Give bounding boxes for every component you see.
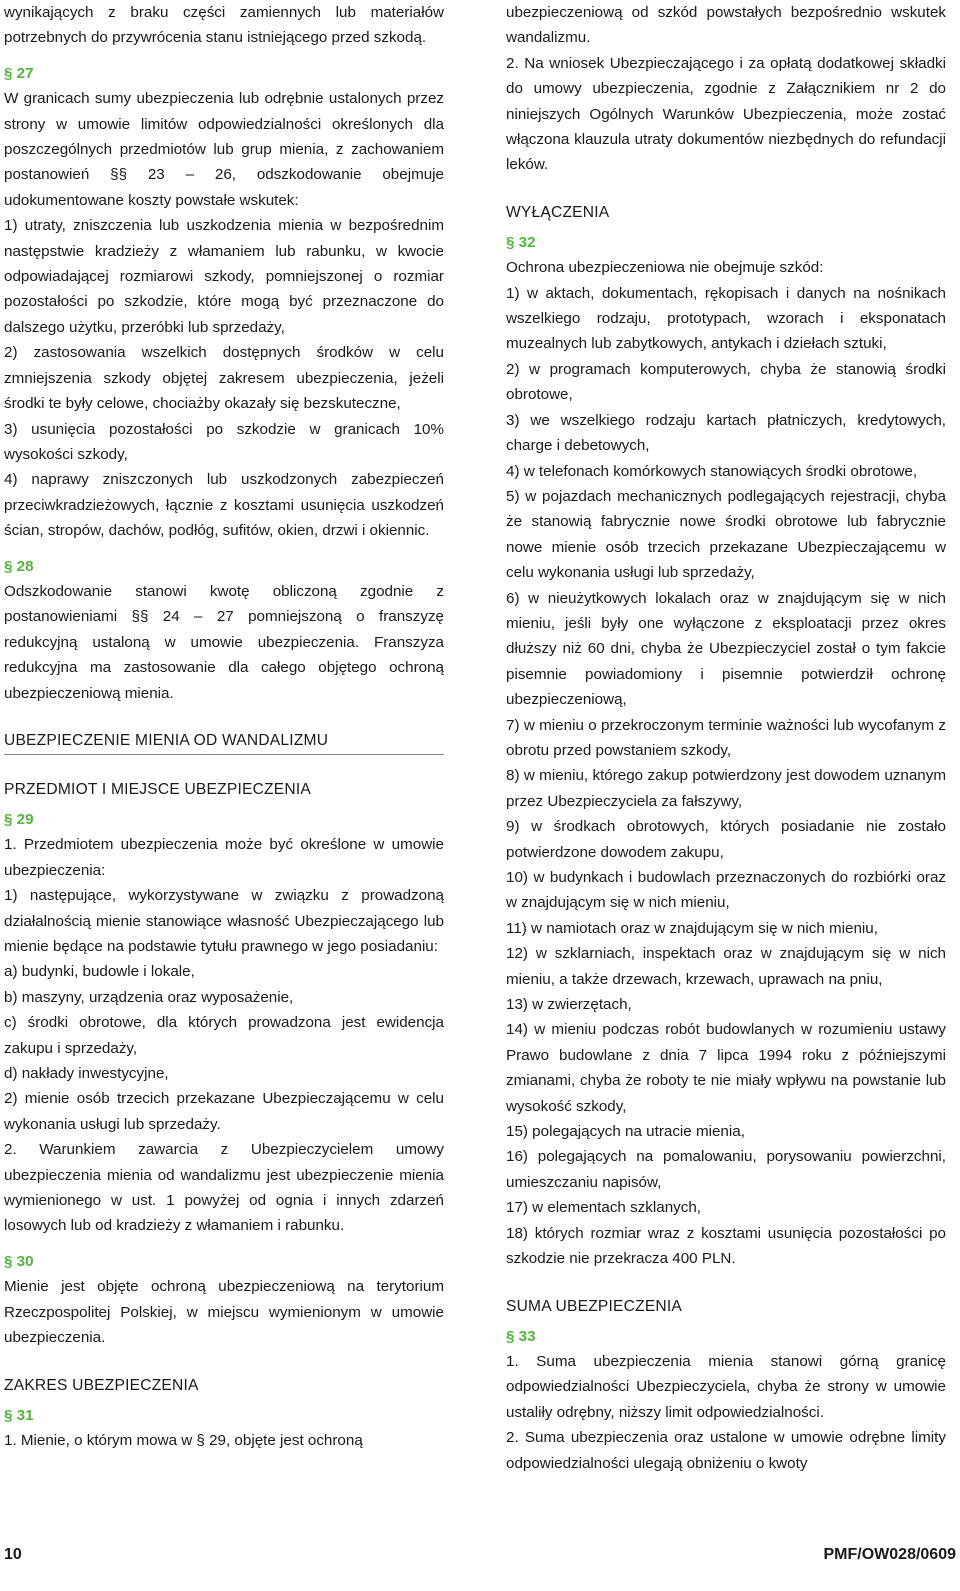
heading-scope: ZAKRES UBEZPIECZENIA <box>4 1376 199 1394</box>
section-29-item-1: 1. Przedmiotem ubezpieczenia może być określone w umowie ubezpieczenia: <box>4 836 444 879</box>
section-29-item-6: d) nakłady inwestycyjne, <box>4 1065 169 1083</box>
section-27-item-2: 2) zastosowania wszelkich dostępnych środków w celu zmniejszenia szkody objętej zakresem ubezpieczenia, jeżeli środki te były celowe, chociażby okazały się bezskuteczne, <box>4 344 444 413</box>
section-32-text: Ochrona ubezpieczeniowa nie obejmuje szkód: <box>506 259 824 277</box>
section-29-item-8: 2. Warunkiem zawarcia z Ubezpieczycielem umowy ubezpieczenia mienia od wandalizmu jest ubezpieczenie mienia wymienionego w ust. 1 powyżej od ognia i innych zdarzeń losowych lub od kradzieży z włamaniem i rabunku. <box>4 1141 444 1235</box>
section-32-item-16: 16) polegających na pomalowaniu, porysowaniu powierzchni, umieszczaniu napisów, <box>506 1148 946 1191</box>
section-29-item-4: b) maszyny, urządzenia oraz wyposażenie, <box>4 988 294 1006</box>
document-code: PMF/OW028/0609 <box>823 1546 956 1563</box>
section-32-item-13: 13) w zwierzętach, <box>506 996 632 1014</box>
section-32-item-14: 14) w mieniu podczas robót budowlanych w rozumieniu ustawy Prawo budowlane z dnia 7 lipca 1994 roku z późniejszymi zmianami, chyba że roboty te nie miały wpływu na powstanie lub wysokość szkody, <box>506 1021 946 1115</box>
section-32-item-7: 7) w mieniu o przekroczonym terminie ważności lub wycofanym z obrotu przed powstaniem szkody, <box>506 716 946 759</box>
section-32-item-10: 10) w budynkach i budowlach przeznaczonych do rozbiórki oraz w znajdującym się w nich mieniu, <box>506 869 946 912</box>
heading-subject-and-place: PRZEDMIOT I MIEJSCE UBEZPIECZENIA <box>4 780 311 798</box>
heading-sum-insured: SUMA UBEZPIECZENIA <box>506 1297 683 1315</box>
section-32-item-18: 18) których rozmiar wraz z kosztami usunięcia pozostałości po szkodzie nie przekracza 400 PLN. <box>506 1224 946 1268</box>
section-27-item-4: 4) naprawy zniszczonych lub uszkodzonych zabezpieczeń przeciwkradzieżowych, łącznie z kosztami usunięcia uszkodzeń ścian, stropów, dachów, podłóg, sufitów, okien, drzwi i okiennic. <box>4 471 444 540</box>
section-27-text: W granicach sumy ubezpieczenia lub odrębnie ustalonych przez strony w umowie limitów odpowiedzialności określonych dla poszczególnych przedmiotów lub grup mienia, z zachowaniem postanowień §§ 23 – 26, odszkodowanie obejmuje udokumentowane koszty powstałe wskutek: <box>4 90 444 209</box>
section-32-item-2: 2) w programach komputerowych, chyba że stanowią środki obrotowe, <box>506 360 946 404</box>
heading-exclusions: WYŁĄCZENIA <box>506 203 610 221</box>
section-31-text: 1. Mienie, o którym mowa w § 29, objęte jest ochroną <box>4 1431 363 1449</box>
section-32-item-11: 11) w namiotach oraz w znajdującym się w nich mieniu, <box>506 919 878 937</box>
section-30-text: Mienie jest objęte ochroną ubezpieczeniową na terytorium Rzeczpospolitej Polskiej, w miejscu wymienionym w umowie ubezpieczenia. <box>4 1278 444 1347</box>
section-29-item-3: a) budynki, budowle i lokale, <box>4 963 195 981</box>
section-32-item-3: 3) we wszelkiego rodzaju kartach płatniczych, kredytowych, charge i debetowych, <box>506 411 946 455</box>
left-column <box>4 0 444 1453</box>
page-footer <box>4 1546 956 1576</box>
section-29-item-7: 2) mienie osób trzecich przekazane Ubezpieczającemu w celu wykonania usługi lub sprzedaży. <box>4 1090 444 1133</box>
page-number: 10 <box>4 1546 22 1563</box>
section-27-item-1: 1) utraty, zniszczenia lub uszkodzenia mienia w bezpośrednim następstwie kradzieży z włamaniem lub rabunku, w kwocie odpowiadającej rozmiarowi szkody, pomniejszonej o rozmiar pozostałości po szkodzie, które mogą być przeznaczone do dalszego użytku, przeróbki lub sprzedaży, <box>4 217 444 336</box>
section-29-number: § 29 <box>4 810 34 828</box>
section-32-item-1: 1) w aktach, dokumentach, rękopisach i danych na nośnikach wszelkiego rodzaju, prototypach, wzorach i eksponatach muzealnych lub zabytkowych, antykach i dziełach sztuki, <box>506 284 946 353</box>
section-31-number: § 31 <box>4 1406 34 1424</box>
section-27-item-3: 3) usunięcia pozostałości po szkodzie w granicach 10% wysokości szkody, <box>4 420 444 463</box>
section-28-text: Odszkodowanie stanowi kwotę obliczoną zgodnie z postanowieniami §§ 24 – 27 pomniejszoną o franszyzę redukcyjną ustaloną w umowie ubezpieczenia. Franszyza redukcyjna ma zastosowanie dla całego objętego ochroną ubezpieczeniową mienia. <box>4 582 444 702</box>
heading-vandalism: UBEZPIECZENIE MIENIA OD WANDALIZMU <box>4 728 444 755</box>
section-30-number: § 30 <box>4 1252 34 1270</box>
section-27-number: § 27 <box>4 64 34 82</box>
right-paragraph-2: 2. Na wniosek Ubezpieczającego i za opłatą dodatkowej składki do umowy ubezpieczenia, zgodnie z Załącznikiem nr 2 do niniejszych Ogólnych Warunków Ubezpieczenia, może zostać włączona klauzula utraty dokumentów niezbędnych do refundacji leków. <box>506 54 946 174</box>
section-32-item-4: 4) w telefonach komórkowych stanowiących środki obrotowe, <box>506 462 918 480</box>
section-32-item-9: 9) w środkach obrotowych, których posiadanie nie zostało potwierdzone dowodem zakupu, <box>506 818 946 861</box>
section-28-number: § 28 <box>4 557 34 575</box>
section-33-item-1: 1. Suma ubezpieczenia mienia stanowi górną granicę odpowiedzialności Ubezpieczyciela, chyba że strony w umowie ustaliły odrębny, niższy limit odpowiedzialności. <box>506 1352 946 1421</box>
section-33-number: § 33 <box>506 1327 536 1345</box>
right-continuation: ubezpieczeniową od szkód powstałych bezpośrednio wskutek wandalizmu. <box>506 4 946 47</box>
intro-continuation: wynikających z braku części zamiennych lub materiałów potrzebnych do przywrócenia stanu istniejącego przed szkodą. <box>4 4 444 47</box>
section-32-item-8: 8) w mieniu, którego zakup potwierdzony jest dowodem uznanym przez Ubezpieczyciela za fałszywy, <box>506 767 946 810</box>
section-32-item-12: 12) w szklarniach, inspektach oraz w znajdującym się w nich mieniu, a także drzewach, krzewach, uprawach na pniu, <box>506 945 946 988</box>
section-32-item-17: 17) w elementach szklanych, <box>506 1199 701 1217</box>
section-32-item-5: 5) w pojazdach mechanicznych podlegających rejestracji, chyba że stanowią fabrycznie nowe środki obrotowe lub fabrycznie nowe mienie osób trzecich przekazane Ubezpieczającemu w celu wykonania usługi lub sprzedaży, <box>506 487 946 582</box>
section-29-item-5: c) środki obrotowe, dla których prowadzona jest ewidencja zakupu i sprzedaży, <box>4 1014 444 1057</box>
section-32-item-15: 15) polegających na utracie mienia, <box>506 1123 745 1141</box>
right-column <box>506 0 946 1476</box>
section-32-item-6: 6) w nieużytkowych lokalach oraz w znajdującym się w nich mieniu, jeśli były one wyłączone z eksploatacji przez okres dłuższy niż 60 dni, chyba że Ubezpieczyciel został o tym fakcie pisemnie powiadomiony i pisemnie potwierdził ochronę ubezpieczeniową, <box>506 589 946 709</box>
section-32-number: § 32 <box>506 233 536 251</box>
section-33-item-2: 2. Suma ubezpieczenia oraz ustalone w umowie odrębne limity odpowiedzialności ulegają obniżeniu o kwoty <box>506 1429 946 1472</box>
section-29-item-2: 1) następujące, wykorzystywane w związku z prowadzoną działalnością mienie stanowiące własność Ubezpieczającego lub mienie będące na podstawie tytułu prawnego w jego posiadaniu: <box>4 887 444 955</box>
